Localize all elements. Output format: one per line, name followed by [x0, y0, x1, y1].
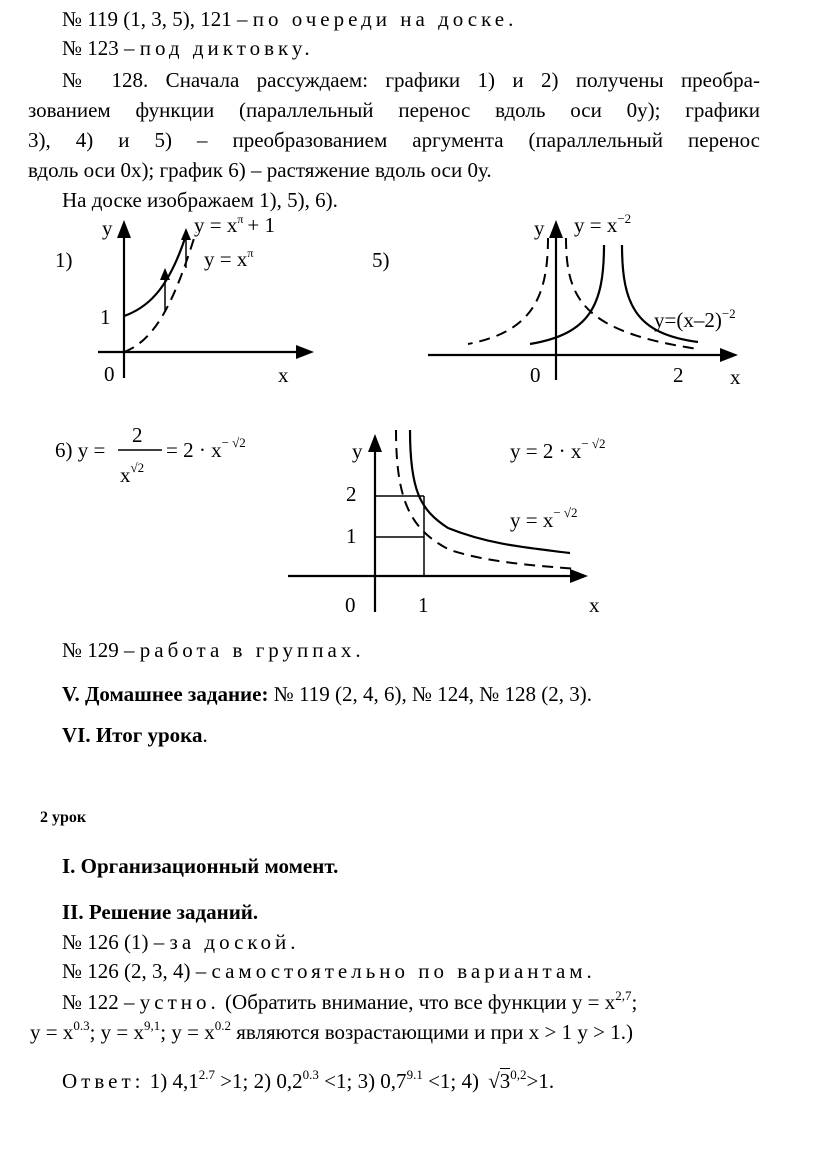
graph6-y-arrow	[368, 434, 382, 452]
task-128-line-1: № 128. Сначала рассуждаем: графики 1) и 2) получены преобра-	[62, 68, 760, 92]
task-126b-line: № 126 (2, 3, 4) – самостоятельно по вариантам.	[62, 959, 596, 983]
task-119-line: № 119 (1, 3, 5), 121 – по очереди на доске.	[62, 7, 518, 31]
graph6-numerator: 2	[132, 423, 143, 447]
board-line: На доске изображаем 1), 5), 6).	[62, 188, 338, 212]
lesson2-section-2: II. Решение заданий.	[62, 900, 259, 924]
graph5-origin: 0	[530, 363, 541, 387]
task-128-line-2: зованием функции (параллельный перенос вдоль оси 0у); графики	[28, 98, 760, 122]
graph6-y-label: y	[352, 439, 363, 463]
graph6-tick-y1: 1	[346, 524, 357, 548]
graph1-label: 1)	[55, 248, 73, 272]
graph6-tick-y2: 2	[346, 482, 357, 506]
lesson2-title: 2 урок	[40, 809, 87, 826]
sqrt-symbol: √3	[488, 1069, 511, 1093]
graph1-curve-b-label: $y = x^\pi$	[204, 246, 254, 271]
graph6-origin: 0	[345, 593, 356, 617]
graph6-formula-prefix: 6) y =	[55, 438, 106, 462]
graph6-x-label: x	[589, 593, 600, 617]
answer-line: Ответ: 1) $4,1^{2.7} >1$; 2) $0,2^{0.3} <1$; 3) $0,7^{9.1} <1$; 4) $√3^{0,2}>1$.	[62, 1067, 555, 1093]
graph5-curve-a-label: $y = x^{-2}$	[574, 211, 632, 237]
task-123-line: № 123 – под диктовку.	[62, 36, 314, 60]
graph5-tick-x: 2	[673, 363, 684, 387]
graph6-curve-a-label: $y = 2 \cdot x^{- √2}$	[510, 436, 606, 463]
graph1-x-label: x	[278, 363, 289, 387]
graph6-x-arrow	[570, 569, 588, 583]
lesson2-section-1: I. Организационный момент.	[62, 854, 339, 878]
graph6-denominator: $x^{√2}$	[120, 460, 145, 487]
task-122-line-1: № 122 – устно. (Обратить внимание, что все функции $y = x^{2,7}$;	[62, 988, 638, 1014]
task-128-line-4: вдоль оси 0х); график 6) – растяжение вдоль оси 0у.	[28, 158, 492, 182]
graph6-curve-b-label: $y = x^{- √2}$	[510, 505, 578, 532]
graph6-tick-x: 1	[418, 593, 429, 617]
task-122-line-2: $y = x^{0.3}$; $y = x^{9,1}$; $y = x^{0.2}$ являются возрастающими и при x > 1 y > 1.)	[30, 1018, 633, 1044]
graph1-origin: 0	[104, 362, 115, 386]
graph5-x-label: x	[730, 365, 741, 389]
graph1-y-label: y	[102, 216, 113, 240]
graph1-curve-a-label: $y = x^\pi + 1$	[194, 212, 275, 237]
graph6-formula-rhs: = $2 \cdot x^{- √2}$	[166, 435, 246, 462]
summary-line: VI. Итог урока.	[62, 723, 208, 747]
task-126a-line: № 126 (1) – за доской.	[62, 930, 300, 954]
graph1-tick-y: 1	[100, 305, 111, 329]
task-129-line: № 129 – работа в группах.	[62, 638, 365, 662]
homework-line: V. Домашнее задание: № 119 (2, 4, 6), № 124, № 128 (2, 3).	[62, 682, 593, 706]
graph5-y-label: y	[534, 216, 545, 240]
graph5-curve-b-label: $y=(x-2)^{-2}$	[654, 306, 736, 332]
graph5-label: 5)	[372, 248, 390, 272]
task-128-line-3: 3), 4) и 5) – преобразованием аргумента (параллельный перенос	[28, 128, 760, 152]
